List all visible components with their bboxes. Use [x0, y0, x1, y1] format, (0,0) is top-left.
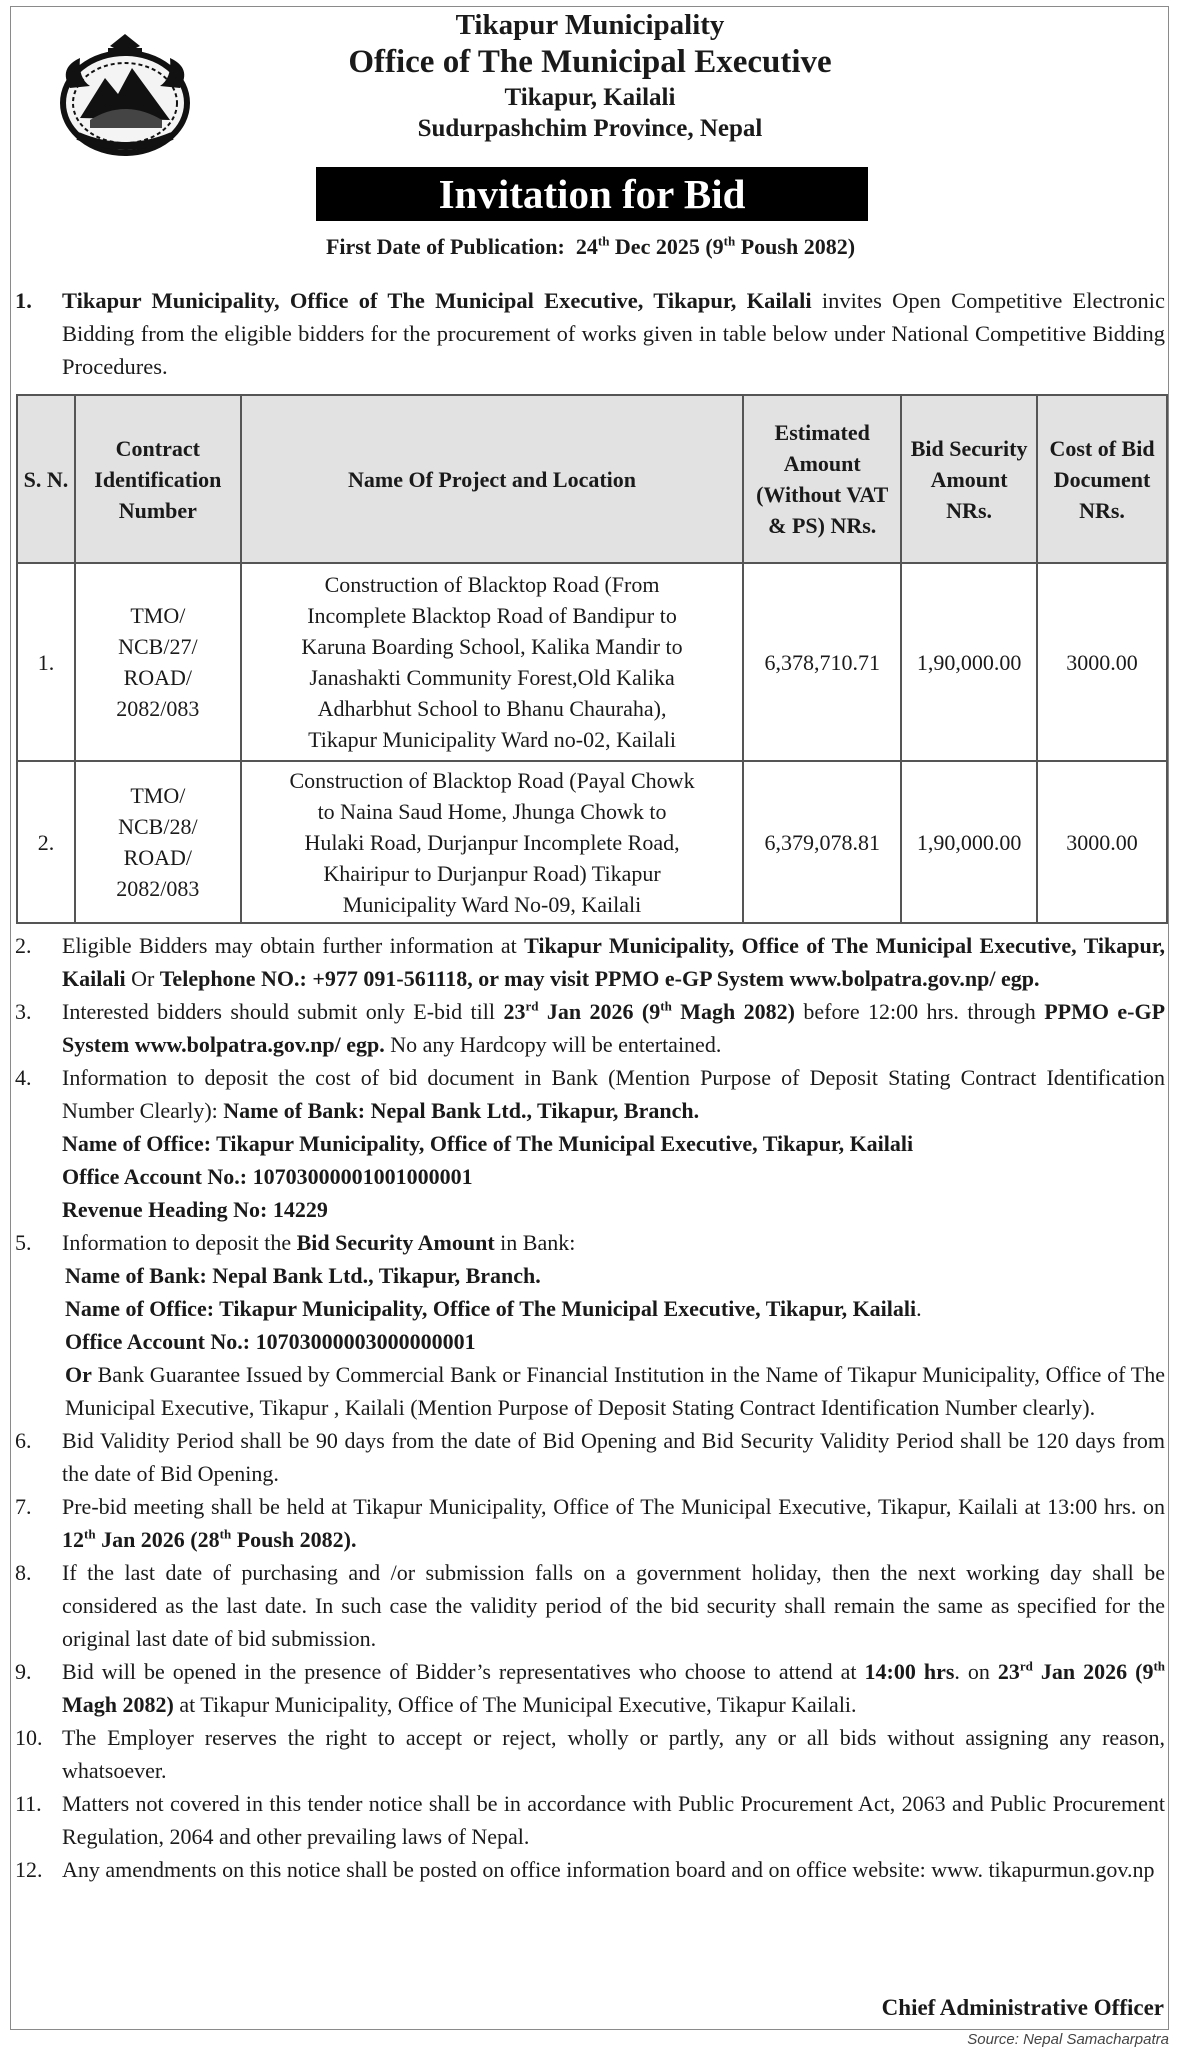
notice-items — [15, 929, 1165, 1886]
row-estimated: 6,378,710.71 — [743, 563, 901, 761]
row-project: Construction of Blacktop Road (From Incomplete Blacktop Road of Bandipur to Karuna Boarding School, Kalika Mandir to Janashakti Community Forest,Old Kalika Adharbhut School to Bhanu Chauraha), Tikapur Municipality Ward no-02, Kailali — [241, 563, 744, 761]
bid-table — [16, 394, 1168, 924]
row-contract-id: TMO/ NCB/27/ ROAD/ 2082/083 — [75, 563, 241, 761]
office-province: Sudurpashchim Province, Nepal — [417, 115, 763, 142]
list-item: 4. Information to deposit the cost of bid document in Bank (Mention Purpose of Deposit Stating Contract Identification Number Clearly): Name of Bank: Nepal Bank Ltd., Tikapur, Branch. Name of Office: Tikapur Municipality, Office of The Municipal Executive, Tikapur, Kailali Office Account No.: 10703000001001000001 Revenue Heading No: 14229 — [15, 1065, 1165, 1222]
col-header-estimated: Estimated Amount (Without VAT & PS) NRs. — [743, 395, 901, 563]
list-item: 2. Eligible Bidders may obtain further information at Tikapur Municipality, Office of The Municipal Executive, Tikapur, Kailali Or Telephone NO.: +977 091-561118, or may visit PPMO e-GP System www.bolpatra.gov.np/ egp. — [15, 933, 1165, 991]
row-security: 1,90,000.00 — [901, 563, 1037, 761]
row-security: 1,90,000.00 — [901, 761, 1037, 923]
row-project: Construction of Blacktop Road (Payal Chowk to Naina Saud Home, Jhunga Chowk to Hulaki Road, Durjanpur Incomplete Road, Khairipur to Durjanpur Road) Tikapur Municipality Ward No-09, Kailali — [241, 761, 744, 923]
row-estimated: 6,379,078.81 — [743, 761, 901, 923]
list-item: 12. Any amendments on this notice shall be posted on office information board and on office website: www. tikapurmun.gov.np — [15, 1857, 1155, 1882]
source-credit: Source: Nepal Samacharpatra — [967, 2031, 1169, 2048]
col-header-cost: Cost of Bid Document NRs. — [1037, 395, 1167, 563]
table-row — [17, 563, 1167, 761]
municipality-name: Tikapur Municipality — [455, 9, 725, 41]
list-item: 10. The Employer reserves the right to accept or reject, wholly or partly, any or all bids without assigning any reason, whatsoever. — [15, 1725, 1165, 1783]
office-header — [220, 8, 960, 144]
nepal-emblem-icon — [50, 28, 200, 158]
col-header-security: Bid Security Amount NRs. — [901, 395, 1037, 563]
office-name: Office of The Municipal Executive — [348, 44, 832, 80]
list-item: 11. Matters not covered in this tender notice shall be in accordance with Public Procurement Act, 2063 and Public Procurement Regulation, 2064 and other prevailing laws of Nepal. — [15, 1791, 1165, 1849]
row-sn: 1. — [17, 563, 75, 761]
intro-paragraph: 1. Tikapur Municipality, Office of The Municipal Executive, Tikapur, Kailali invites Open Competitive Electronic Bidding from the eligible bidders for the procurement of works given in table below under National Competitive Bidding Procedures. — [15, 288, 1166, 379]
list-item: 9. Bid will be opened in the presence of Bidder’s representatives who choose to attend at 14:00 hrs. on 23rd Jan 2026 (9th Magh 2082) at Tikapur Municipality, Office of The Municipal Executive, Tikapur Kailali. — [15, 1658, 1166, 1717]
notice-title: Invitation for Bid — [316, 167, 868, 221]
office-address: Tikapur, Kailali — [504, 84, 676, 111]
row-sn: 2. — [17, 761, 75, 923]
table-row — [17, 761, 1167, 923]
list-item: 6. Bid Validity Period shall be 90 days from the date of Bid Opening and Bid Security Validity Period shall be 120 days from the date of Bid Opening. — [15, 1428, 1165, 1486]
row-contract-id: TMO/ NCB/28/ ROAD/ 2082/083 — [75, 761, 241, 923]
publication-date: First Date of Publication: 24th Dec 2025 (9th Poush 2082) — [325, 233, 856, 259]
row-cost: 3000.00 — [1037, 761, 1167, 923]
list-item: 3. Interested bidders should submit only E-bid till 23rd Jan 2026 (9th Magh 2082) before 12:00 hrs. through PPMO e-GP System www.bolpatra.gov.np/ egp. No any Hardcopy will be entertained. — [15, 998, 1166, 1057]
row-cost: 3000.00 — [1037, 563, 1167, 761]
col-header-project: Name Of Project and Location — [241, 395, 744, 563]
col-header-sn: S. N. — [17, 395, 75, 563]
list-item: 8. If the last date of purchasing and /or submission falls on a government holiday, then the next working day shall be considered as the last date. In such case the validity period of the bid security shall remain the same as specified for the original last date of bid submission. — [15, 1560, 1165, 1651]
signatory-title: Chief Administrative Officer — [881, 1995, 1164, 2020]
table-header-row — [17, 395, 1167, 563]
list-item: 5. Information to deposit the Bid Security Amount in Bank: Name of Bank: Nepal Bank Ltd., Tikapur, Branch. Name of Office: Tikapur Municipality, Office of The Municipal Executive, Tikapur, Kailali. Office Account No.: 10703000003000000001 Or Bank Guarantee Issued by Commercial Bank or Financial Institution in the Name of Tikapur Municipality, Office of The Municipal Executive, Tikapur , Kailali (Mention Purpose of Deposit Stating Contract Identification Number clearly). — [15, 1230, 1165, 1420]
list-item: 7. Pre-bid meeting shall be held at Tikapur Municipality, Office of The Municipal Executive, Tikapur, Kailali at 13:00 hrs. on 12th Jan 2026 (28th Poush 2082). — [15, 1494, 1165, 1552]
col-header-contract: Contract Identification Number — [75, 395, 241, 563]
